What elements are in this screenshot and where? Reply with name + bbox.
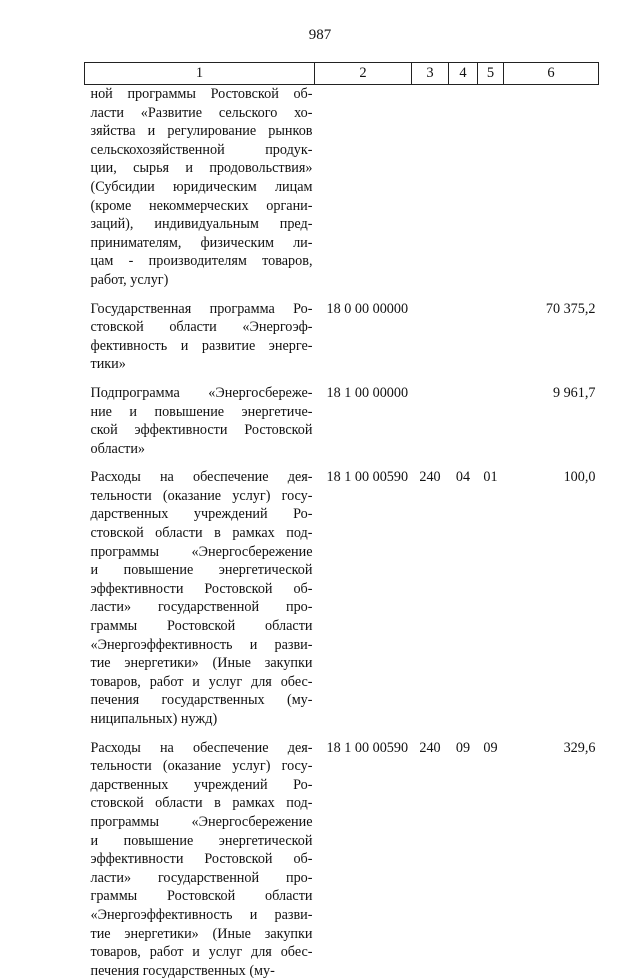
row-spacer: [85, 729, 599, 739]
description-line: тики»: [91, 355, 313, 374]
table-row: [85, 300, 599, 374]
table-row: [85, 384, 599, 458]
page-number: 987: [0, 27, 640, 44]
header-col-3: 3: [412, 63, 449, 85]
target-article-code: [315, 85, 412, 290]
description-line: ной программы Ростовской об-: [91, 85, 313, 104]
amount: 70 375,2: [504, 300, 599, 374]
description-line: и повышение энергетической: [91, 561, 313, 580]
row-description: [85, 384, 315, 458]
description-line: ласти» государственной про-: [91, 869, 313, 888]
row-spacer: [85, 374, 599, 384]
description-line: тельности (оказание услуг) госу-: [91, 487, 313, 506]
table-header: [85, 63, 599, 85]
expense-type-code: 240: [412, 739, 449, 980]
description-line: ции, сырья и продовольствия»: [91, 159, 313, 178]
description-line: цам - производителям товаров,: [91, 252, 313, 271]
description-line: товаров, работ и услуг для обес-: [91, 673, 313, 692]
row-description: [85, 85, 315, 290]
table-row: [85, 739, 599, 980]
row-spacer-cell: [85, 374, 599, 384]
description-line: стовской области в рамках под-: [91, 794, 313, 813]
subsection-code: [478, 384, 504, 458]
description-line: ской эффективности Ростовской: [91, 421, 313, 440]
description-line: области»: [91, 440, 313, 459]
description-line: тельности (оказание услуг) госу-: [91, 757, 313, 776]
target-article-code: 18 1 00 00590: [315, 739, 412, 980]
row-description: [85, 739, 315, 980]
description-line: сельскохозяйственной продук-: [91, 141, 313, 160]
description-line: дарственных учреждений Ро-: [91, 505, 313, 524]
expense-type-code: [412, 300, 449, 374]
description-line: эффективности Ростовской об-: [91, 850, 313, 869]
row-spacer-cell: [85, 729, 599, 739]
target-article-code: 18 0 00 00000: [315, 300, 412, 374]
amount: 100,0: [504, 468, 599, 728]
description-line: (кроме некоммерческих органи-: [91, 197, 313, 216]
section-code: [449, 85, 478, 290]
description-line: тие энергетики» (Иные закупки: [91, 925, 313, 944]
description-line: работ, услуг): [91, 271, 313, 290]
header-col-1: 1: [85, 63, 315, 85]
description-line: и повышение энергетической: [91, 832, 313, 851]
description-line: ниципальных) нужд): [91, 710, 313, 729]
description-line: товаров, работ и услуг для обес-: [91, 943, 313, 962]
row-spacer: [85, 458, 599, 468]
description-line: зяйства и регулирование рынков: [91, 122, 313, 141]
budget-table: [84, 62, 599, 980]
description-line: программы «Энергосбережение: [91, 813, 313, 832]
amount: 329,6: [504, 739, 599, 980]
expense-type-code: [412, 384, 449, 458]
description-line: граммы Ростовской области: [91, 887, 313, 906]
amount: [504, 85, 599, 290]
description-line: граммы Ростовской области: [91, 617, 313, 636]
amount: 9 961,7: [504, 384, 599, 458]
section-code: [449, 300, 478, 374]
subsection-code: 09: [478, 739, 504, 980]
description-line: эффективности Ростовской об-: [91, 580, 313, 599]
table-row: [85, 468, 599, 728]
header-col-6: 6: [504, 63, 599, 85]
description-line: «Энергоэффективность и разви-: [91, 636, 313, 655]
subsection-code: [478, 300, 504, 374]
header-col-4: 4: [449, 63, 478, 85]
target-article-code: 18 1 00 00590: [315, 468, 412, 728]
subsection-code: 01: [478, 468, 504, 728]
row-spacer-cell: [85, 458, 599, 468]
row-spacer-cell: [85, 290, 599, 300]
description-line: тие энергетики» (Иные закупки: [91, 654, 313, 673]
description-line: «Энергоэффективность и разви-: [91, 906, 313, 925]
description-line: ние и повышение энергетиче-: [91, 403, 313, 422]
description-line: принимателям, физическим ли-: [91, 234, 313, 253]
description-line: печения государственных (му-: [91, 691, 313, 710]
description-line: дарственных учреждений Ро-: [91, 776, 313, 795]
header-col-5: 5: [478, 63, 504, 85]
description-line: Государственная программа Ро-: [91, 300, 313, 319]
section-code: [449, 384, 478, 458]
description-line: стовской области в рамках под-: [91, 524, 313, 543]
table-row: [85, 85, 599, 290]
description-line: печения государственных (му-: [91, 962, 313, 980]
row-spacer: [85, 290, 599, 300]
description-line: стовской области «Энергоэф-: [91, 318, 313, 337]
row-description: [85, 468, 315, 728]
header-row: [85, 63, 599, 85]
description-line: (Субсидии юридическим лицам: [91, 178, 313, 197]
description-line: Подпрограмма «Энергосбереже-: [91, 384, 313, 403]
target-article-code: 18 1 00 00000: [315, 384, 412, 458]
row-description: [85, 300, 315, 374]
description-line: Расходы на обеспечение дея-: [91, 739, 313, 758]
description-line: фективность и развитие энерге-: [91, 337, 313, 356]
description-line: заций), индивидуальным пред-: [91, 215, 313, 234]
description-line: ласти «Развитие сельского хо-: [91, 104, 313, 123]
section-code: 09: [449, 739, 478, 980]
table-body: [85, 85, 599, 980]
expense-type-code: 240: [412, 468, 449, 728]
description-line: Расходы на обеспечение дея-: [91, 468, 313, 487]
section-code: 04: [449, 468, 478, 728]
description-line: программы «Энергосбережение: [91, 543, 313, 562]
subsection-code: [478, 85, 504, 290]
expense-type-code: [412, 85, 449, 290]
description-line: ласти» государственной про-: [91, 598, 313, 617]
header-col-2: 2: [315, 63, 412, 85]
